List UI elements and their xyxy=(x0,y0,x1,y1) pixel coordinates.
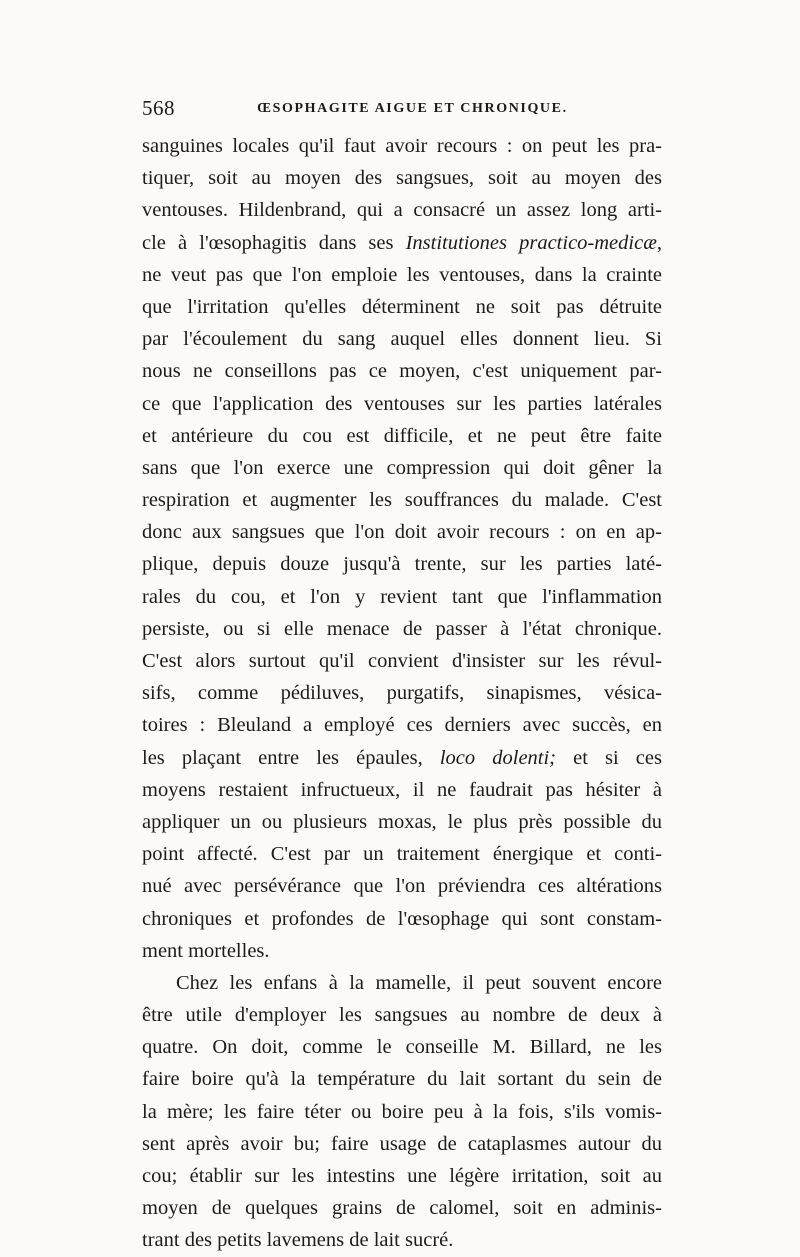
body-text xyxy=(142,130,662,1257)
text-line xyxy=(142,999,662,1031)
text-run: point affecté. C'est par un traitement énergique et conti- xyxy=(142,843,662,866)
text-run: chroniques et profondes de l'œsophage qui sont constam- xyxy=(142,907,662,930)
text-line xyxy=(142,709,662,741)
text-line xyxy=(142,774,662,806)
text-run: ce que l'application des ventouses sur les parties latérales xyxy=(142,392,662,415)
text-line xyxy=(142,1031,662,1063)
text-run: persiste, ou si elle menace de passer à l'état chronique. xyxy=(142,617,662,640)
text-line xyxy=(142,903,662,935)
text-line xyxy=(142,420,662,452)
text-line xyxy=(142,838,662,870)
text-run: trant des petits lavemens de lait sucré. xyxy=(142,1229,454,1252)
text-line xyxy=(142,259,662,291)
text-line xyxy=(142,194,662,226)
text-run: sanguines locales qu'il faut avoir recours : on peut les pra- xyxy=(142,135,662,157)
text-run: cle à l'œsophagitis dans ses xyxy=(142,231,406,254)
text-line xyxy=(142,227,662,259)
text-line xyxy=(142,130,662,162)
text-line xyxy=(142,1096,662,1128)
running-head: ŒSOPHAGITE AIGUE ET CHRONIQUE. xyxy=(257,101,568,116)
text-line xyxy=(142,516,662,548)
text-run: appliquer un ou plusieurs moxas, le plus près possible du xyxy=(142,810,662,833)
text-run: , xyxy=(656,231,662,254)
text-line xyxy=(142,484,662,516)
text-run: par l'écoulement du sang auquel elles donnent lieu. Si xyxy=(142,328,662,351)
text-run: moyens restaient infructueux, il ne faudrait pas hésiter à xyxy=(142,778,662,801)
text-line xyxy=(142,806,662,838)
text-line xyxy=(142,388,662,420)
text-run: cou; établir sur les intestins une légère irritation, soit au xyxy=(142,1165,662,1187)
text-line xyxy=(142,935,662,967)
text-run: que l'irritation qu'elles déterminent ne soit pas détruite xyxy=(142,295,662,318)
text-run: tiquer, soit au moyen des sangsues, soit au moyen des xyxy=(142,167,662,190)
text-line xyxy=(142,355,662,387)
text-line xyxy=(142,1160,662,1192)
text-run: sifs, comme pédiluves, purgatifs, sinapismes, vésica- xyxy=(142,682,662,705)
text-line xyxy=(142,323,662,355)
text-run: nué avec persévérance que l'on préviendra ces altérations xyxy=(142,875,662,898)
text-line xyxy=(142,677,662,709)
italic-text: loco dolenti; xyxy=(439,746,557,769)
text-run: quatre. On doit, comme le conseille M. Billard, ne les xyxy=(142,1036,662,1059)
text-line xyxy=(142,581,662,613)
text-run: sans que l'on exerce une compression qui doit gêner la xyxy=(142,456,662,479)
text-run: les plaçant entre les épaules, xyxy=(142,746,440,769)
text-run: et antérieure du cou est difficile, et ne peut être faite xyxy=(142,424,662,447)
paragraph xyxy=(142,130,662,967)
text-run: ne veut pas que l'on emploie les ventouses, dans la crainte xyxy=(142,263,662,286)
text-line xyxy=(142,870,662,902)
paragraph xyxy=(142,967,662,1257)
text-run: nous ne conseillons pas ce moyen, c'est uniquement par- xyxy=(142,360,662,383)
text-line xyxy=(142,645,662,677)
italic-text: Institutiones practico-medicæ xyxy=(405,231,657,254)
text-run: donc aux sangsues que l'on doit avoir recours : on en ap- xyxy=(142,521,662,544)
text-run: sent après avoir bu; faire usage de cataplasmes autour du xyxy=(142,1132,662,1155)
page-number: 568 xyxy=(142,96,175,120)
text-line xyxy=(142,1128,662,1160)
text-run: plique, depuis douze jusqu'à trente, sur les parties laté- xyxy=(142,553,662,576)
text-line xyxy=(142,548,662,580)
text-line xyxy=(142,1063,662,1095)
text-line xyxy=(142,1224,662,1256)
page-header xyxy=(142,96,662,126)
text-line xyxy=(142,452,662,484)
text-run: ment mortelles. xyxy=(142,939,270,962)
text-line xyxy=(142,1192,662,1224)
text-run: ventouses. Hildenbrand, qui a consacré un assez long arti- xyxy=(142,199,662,222)
text-run: C'est alors surtout qu'il convient d'insister sur les révul- xyxy=(142,650,662,672)
text-run: Chez les enfans à la mamelle, il peut souvent encore xyxy=(176,971,662,994)
text-run: toires : Bleuland a employé ces derniers avec succès, en xyxy=(142,714,662,737)
text-run: rales du cou, et l'on y revient tant que l'inflammation xyxy=(142,585,662,608)
text-line xyxy=(142,742,662,774)
text-line xyxy=(142,613,662,645)
text-line xyxy=(142,291,662,323)
text-run: et si ces xyxy=(556,746,662,769)
text-run: être utile d'employer les sangsues au nombre de deux à xyxy=(142,1004,662,1027)
text-run: faire boire qu'à la température du lait sortant du sein de xyxy=(142,1068,662,1091)
text-line xyxy=(142,967,662,999)
text-line xyxy=(142,162,662,194)
text-run: respiration et augmenter les souffrances du malade. C'est xyxy=(142,489,662,512)
text-run: moyen de quelques grains de calomel, soit en adminis- xyxy=(142,1197,662,1220)
text-run: la mère; les faire téter ou boire peu à la fois, s'ils vomis- xyxy=(142,1100,662,1123)
